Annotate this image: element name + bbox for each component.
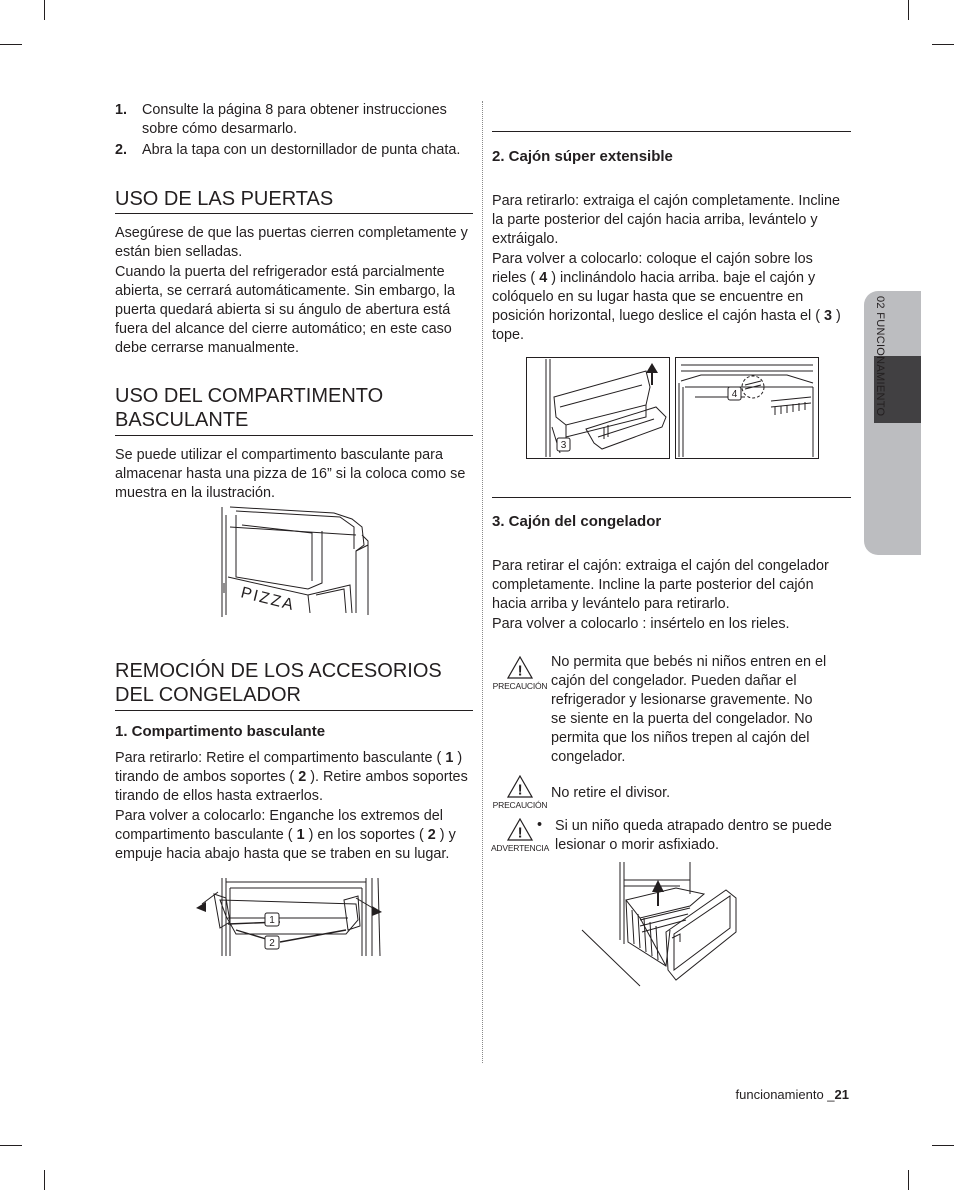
crop-mark — [932, 44, 954, 45]
section-rule — [115, 213, 473, 214]
paragraph: Asegúrese de que las puertas cierren completamente y están bien selladas. — [115, 225, 468, 260]
subsection-title: 1. Compartimento basculante — [115, 723, 326, 740]
crop-mark — [932, 1145, 954, 1146]
steps-list — [115, 101, 477, 160]
list-item: 1. Consulte la página 8 para obtener instrucciones sobre cómo desarmarlo. — [115, 102, 447, 137]
subsection-title-congelador: 3. Cajón del congelador — [492, 513, 662, 530]
bullet: • — [537, 817, 543, 833]
section-title-basculante: USO DEL COMPARTIMENTO BASCULANTE — [115, 385, 384, 431]
warning-triangle-icon — [507, 656, 533, 679]
callout-2: 2 — [269, 938, 275, 949]
section-title-puertas: USO DE LAS PUERTAS — [115, 188, 334, 210]
caution-badge: ! PRECAUCIÓN — [490, 656, 550, 691]
caution-text: No permita que bebés ni niños entren en el cajón del congelador. Pueden dañar el refrigerador y lesionarse gravemente. No se siente en la puerta del congelador. No permita que los niños trepen al cajón del congelador. — [551, 654, 827, 765]
pizza-compartment-illustration — [216, 505, 372, 617]
paragraph: Para volver a colocarlo: coloque el cajón sobre los rieles ( 4 ) inclinándolo hacia arriba. baje el cajón y colóquelo en su lugar hasta que se encuentre en posición horizontal, luego deslice el cajón hasta el ( 3 ) tope. — [492, 251, 841, 343]
paragraph: Para retirarlo: extraiga el cajón completamente. Incline la parte posterior del cajón hacia arriba, levántelo y extráigalo. — [492, 193, 840, 247]
paragraph: Para volver a colocarlo: Enganche los extremos del compartimento basculante ( 1 ) en los soportes ( 2 ) y empuje hacia abajo hasta que se traben en su lugar. — [115, 808, 456, 862]
crop-mark — [44, 1170, 45, 1190]
warning-triangle-icon — [507, 818, 533, 841]
crop-mark — [44, 0, 45, 20]
drawer-illustration-left — [526, 357, 670, 459]
callout-4: 4 — [731, 389, 738, 400]
section-rule — [492, 497, 851, 498]
paragraph: Cuando la puerta del refrigerador está parcialmente abierta, se cerrará automáticamente. Sin embargo, la puerta quedará abierta si su ángulo de abertura está fuera del alcance del cierre automático; en este caso debe cerrarse manualmente. — [115, 264, 455, 356]
subsection-title-cajon: 2. Cajón súper extensible — [492, 148, 673, 165]
crop-mark — [908, 0, 909, 20]
caution-text: No retire el divisor. — [551, 785, 671, 801]
paragraph: Para retirar el cajón: extraiga el cajón del congelador completamente. Incline la parte posterior del cajón hacia arriba y levántelo para retirarlo. — [492, 558, 829, 612]
warning-triangle-icon — [507, 775, 533, 798]
basculante-body: Se puede utilizar el compartimento basculante para almacenar hasta una pizza de 16” si la coloca como se muestra en la ilustración. — [115, 447, 466, 501]
crop-mark — [908, 1170, 909, 1190]
warning-text: Si un niño queda atrapado dentro se puede lesionar o morir asfixiado. — [555, 818, 832, 853]
cajon-body — [492, 192, 851, 345]
caution-badge: ! PRECAUCIÓN — [490, 775, 550, 810]
callout-1: 1 — [269, 915, 275, 926]
puertas-body — [115, 224, 471, 358]
crop-mark — [0, 44, 22, 45]
page-number: 21 — [834, 1087, 849, 1102]
paragraph: Para volver a colocarlo : insértelo en los rieles. — [492, 616, 790, 632]
list-item: 2. Abra la tapa con un destornillador de punta chata. — [115, 142, 461, 158]
callout-3: 3 — [560, 440, 567, 451]
column-divider — [482, 101, 483, 1063]
remocion-body — [115, 749, 473, 864]
section-rule — [115, 435, 473, 436]
section-rule — [492, 131, 851, 132]
warning-badge: ! ADVERTENCIA — [488, 818, 552, 853]
svg-text:!: ! — [517, 662, 523, 679]
page-footer: funcionamiento _21 — [735, 1087, 849, 1102]
paragraph: Para retirarlo: Retire el compartimento basculante ( 1 ) tirando de ambos soportes ( 2 ). Retire ambos soportes tirando de ellos hasta extraerlos. — [115, 750, 468, 804]
crop-mark — [0, 1145, 22, 1146]
freezer-drawer-illustration — [580, 860, 740, 988]
congelador-body — [492, 557, 851, 634]
bin-removal-illustration — [196, 876, 384, 958]
pizza-box-label: PIZZA — [239, 584, 297, 615]
chapter-tab-label: 02 FUNCIONAMIENTO — [874, 296, 886, 417]
svg-text:!: ! — [517, 824, 523, 841]
section-rule — [115, 710, 473, 711]
drawer-illustration-right — [675, 357, 819, 459]
section-title-remocion: REMOCIÓN DE LOS ACCESORIOS DEL CONGELADOR — [115, 660, 442, 706]
svg-text:!: ! — [517, 781, 523, 798]
